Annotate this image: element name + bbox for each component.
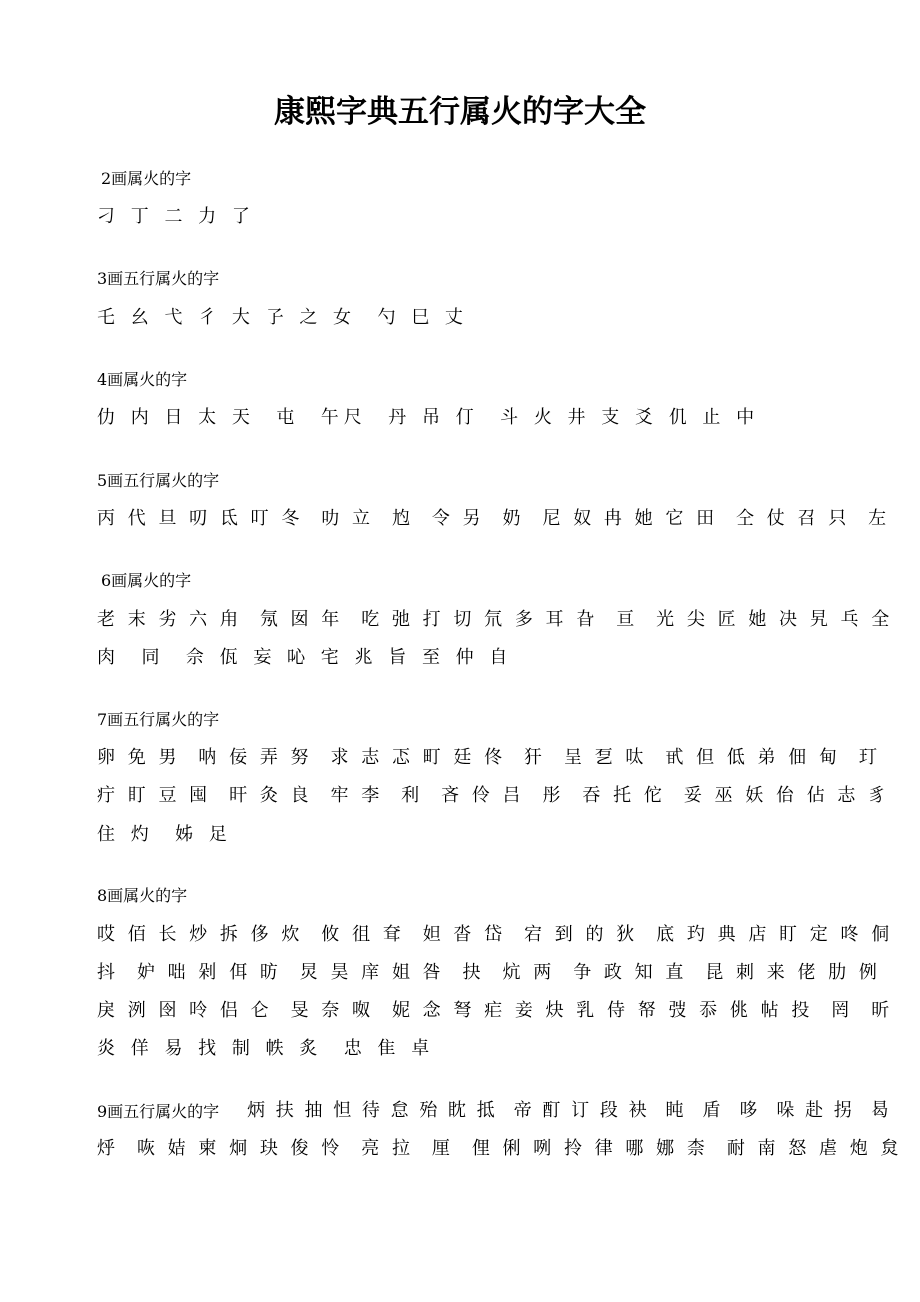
character-line: 疔 盯 豆 囤 旰 灸 良 牢 李 利 吝 伶 吕 彤 吞 托 佗 妥 巫 妖 佁 佔 志 豸 bbox=[97, 785, 890, 806]
section-heading-3-strokes: 3画五行属火的字 bbox=[97, 269, 220, 288]
character-line: 住 灼 姊 足 bbox=[97, 824, 232, 845]
character-line: 炳 扶 抽 怛 待 怠 殆 眈 抵 帝 酊 订 段 袂 盹 盾 哆 哚 赴 拐 曷 bbox=[247, 1100, 892, 1121]
section-heading-2-strokes: 2画属火的字 bbox=[101, 169, 192, 188]
character-line: 刁 丁 二 力 了 bbox=[97, 206, 255, 227]
section-heading-7-strokes: 7画五行属火的字 bbox=[97, 710, 220, 729]
section-heading-5-strokes: 5画五行属火的字 bbox=[97, 471, 220, 490]
section-heading-8-strokes: 8画属火的字 bbox=[97, 886, 188, 905]
character-line: 烀 咴 姞 柬 炯 玦 俊 怜 亮 拉 厘 俚 俐 咧 拎 律 哪 娜 柰 耐 南 怒 虐 炮 炱 bbox=[97, 1138, 902, 1159]
section-heading-9-strokes: 9画五行属火的字 bbox=[97, 1102, 220, 1121]
character-line: 肉 同 佘 佤 妄 吣 宅 兆 旨 至 仲 自 bbox=[97, 647, 513, 668]
character-line: 炎 佯 易 找 制 帙 炙 忠 隹 卓 bbox=[97, 1038, 435, 1059]
section-heading-4-strokes: 4画属火的字 bbox=[97, 370, 188, 389]
character-line: 抖 妒 咄 剁 佴 昉 炅 昊 庠 姐 咎 抉 炕 两 争 政 知 直 昆 刺 来 佬 肋 例 bbox=[97, 962, 881, 983]
character-line: 老 末 劣 六 甪 氖 囡 年 吃 弛 打 切 氘 多 耳 旮 亘 光 尖 匠 她 决 旯 乓 全 bbox=[97, 609, 893, 630]
character-line: 戾 洌 囹 呤 侣 仑 旻 奈 呶 妮 念 弩 疟 妾 炔 乳 侍 帑 弢 忝 佻 帖 投 罔 昕 bbox=[97, 1000, 893, 1021]
character-line: 哎 佰 长 炒 拆 侈 炊 攸 徂 耷 妲 沓 岱 宕 到 的 狄 底 玓 典 店 盯 定 咚 侗 bbox=[97, 924, 893, 945]
page-title: 康熙字典五行属火的字大全 bbox=[274, 94, 646, 130]
character-line: 丙 代 旦 叨 氐 叮 冬 叻 立 尥 令 另 奶 尼 奴 冉 她 它 田 仝 仗 召 只 左 bbox=[97, 508, 890, 529]
character-line: 卵 免 男 呐 佞 弄 努 求 志 忑 町 廷 佟 犴 呈 乭 呔 甙 但 低 弟 佃 甸 玎 bbox=[97, 747, 881, 768]
section-heading-6-strokes: 6画属火的字 bbox=[101, 571, 192, 590]
character-line: 仂 内 日 太 天 屯 午尺 丹 吊 仃 斗 火 井 支 爻 仉 止 中 bbox=[97, 407, 760, 428]
character-line: 乇 幺 弋 彳 大 孒 之 女 勺 巳 丈 bbox=[97, 307, 468, 328]
